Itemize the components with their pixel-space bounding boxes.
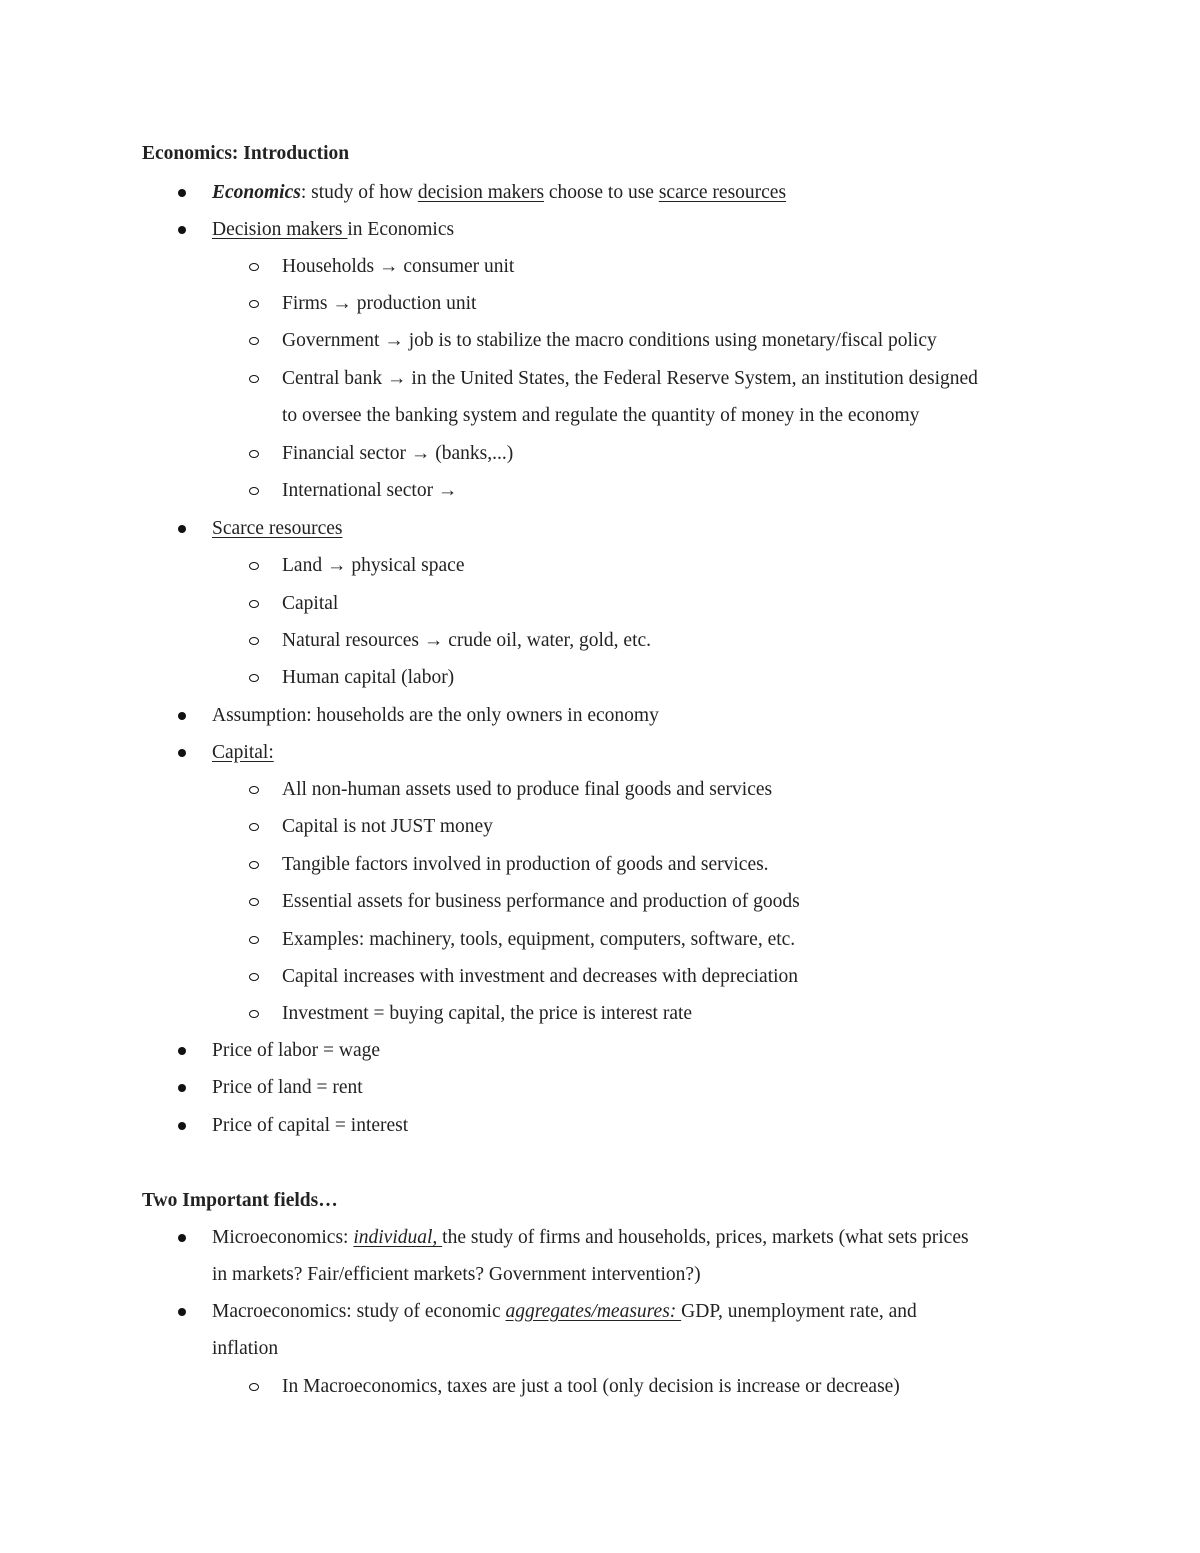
list-item-investment: Investment = buying capital, the price is interest rate [282,1003,693,1024]
circle-bullet-icon [249,263,259,271]
list-item-tangible-factors: Tangible factors involved in production of goods and services. [282,854,769,875]
assumption-item: Assumption: households are the only owners in economy [212,705,659,726]
circle-bullet-icon [249,487,259,495]
micro-pre: Microeconomics: [212,1227,354,1248]
definition-text: study of how [306,182,418,203]
bullet-icon [178,1308,186,1316]
microeconomics-item-cont: in markets? Fair/efficient markets? Government intervention?) [212,1264,701,1285]
list-item-essential-assets: Essential assets for business performance and production of goods [282,891,800,912]
bullet-icon [178,712,186,720]
list-item-natural-resources: Natural resources → crude oil, water, gold, etc. [282,630,652,651]
price-of-capital: Price of capital = interest [212,1115,409,1136]
list-item-financial-sector: Financial sector → (banks,...) [282,443,514,464]
bullet-icon [178,1122,186,1130]
scarce-resources-link: scarce resources [658,182,787,203]
decision-makers-rest: in Economics [347,219,455,240]
bullet-icon [178,189,186,197]
list-item-international-sector: International sector → [282,480,458,501]
list-item-firms: Firms → production unit [282,293,477,314]
section-heading-introduction: Economics: Introduction [142,143,350,164]
circle-bullet-icon [249,786,259,794]
circle-bullet-icon [249,600,259,608]
circle-bullet-icon [249,674,259,682]
bullet-icon [178,1047,186,1055]
list-item-capital-increases: Capital increases with investment and decreases with depreciation [282,966,799,987]
definition-text-mid: choose to use [544,182,659,203]
macroeconomics-item-cont: inflation [212,1338,279,1359]
circle-bullet-icon [249,337,259,345]
list-item-capital-def: All non-human assets used to produce final goods and services [282,779,773,800]
microeconomics-item [212,1226,969,1250]
list-item-macro-taxes: In Macroeconomics, taxes are just a tool (only decision is increase or decrease) [282,1376,900,1397]
list-item-central-bank-cont: to oversee the banking system and regulate the quantity of money in the economy [282,405,920,426]
decision-makers-link: decision makers [417,182,545,203]
macroeconomics-item [212,1300,917,1324]
economics-definition [212,181,786,205]
capital-label: Capital: [212,742,274,763]
term-economics: Economics [212,182,301,203]
list-item-central-bank: Central bank → in the United States, the Federal Reserve System, an institution designed [282,368,978,389]
list-item-human-capital: Human capital (labor) [282,667,455,688]
circle-bullet-icon [249,973,259,981]
macro-pre: Macroeconomics: study of economic [212,1301,506,1322]
circle-bullet-icon [249,637,259,645]
price-of-land: Price of land = rent [212,1077,363,1098]
circle-bullet-icon [249,823,259,831]
macro-emphasis: aggregates/measures: [505,1301,682,1322]
circle-bullet-icon [249,300,259,308]
colon-text: : [300,182,307,203]
decision-makers-item [212,218,454,242]
decision-makers-label: Decision makers [212,219,348,240]
list-item-capital-money: Capital is not JUST money [282,816,493,837]
circle-bullet-icon [249,375,259,383]
list-item-households: Households → consumer unit [282,256,515,277]
section-heading-two-fields: Two Important fields… [142,1190,338,1211]
scarce-resources-label: Scarce resources [212,518,343,539]
bullet-icon [178,749,186,757]
circle-bullet-icon [249,450,259,458]
circle-bullet-icon [249,861,259,869]
micro-emphasis: individual, [353,1227,443,1248]
macro-rest: GDP, unemployment rate, and [681,1301,917,1322]
list-item-land: Land → physical space [282,555,465,576]
circle-bullet-icon [249,1010,259,1018]
list-item-government: Government → job is to stabilize the macro conditions using monetary/fiscal policy [282,330,937,351]
bullet-icon [178,1234,186,1242]
list-item-capital: Capital [282,593,339,614]
list-item-examples: Examples: machinery, tools, equipment, computers, software, etc. [282,929,796,950]
bullet-icon [178,1084,186,1092]
circle-bullet-icon [249,1383,259,1391]
circle-bullet-icon [249,562,259,570]
bullet-icon [178,525,186,533]
circle-bullet-icon [249,936,259,944]
bullet-icon [178,226,186,234]
micro-rest: the study of firms and households, prices, markets (what sets prices [442,1227,969,1248]
price-of-labor: Price of labor = wage [212,1040,381,1061]
circle-bullet-icon [249,898,259,906]
